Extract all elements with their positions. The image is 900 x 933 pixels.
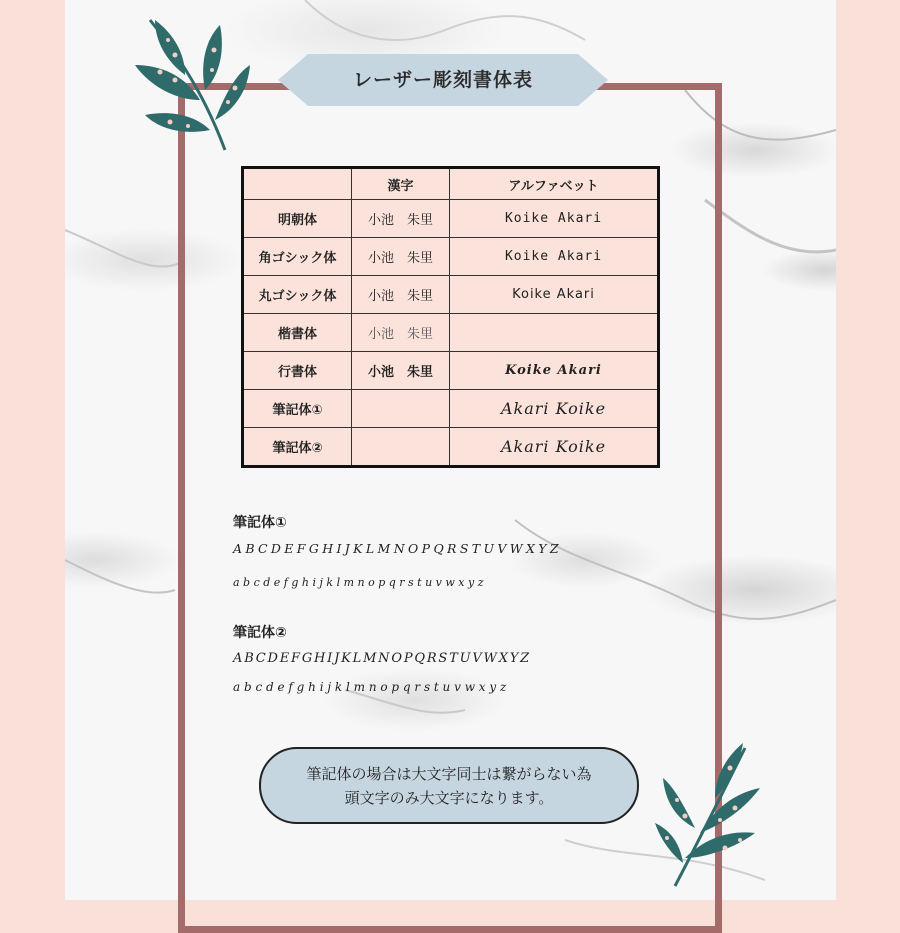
table-row xyxy=(243,428,659,467)
alpha-sample: Koike Akari xyxy=(450,200,659,238)
header-cell-corner xyxy=(243,168,352,200)
sample-uppercase: ABCDEFGHIJKLMNOPQRSTUVWXYZ xyxy=(233,651,531,666)
kanji-sample: 小池 朱里 xyxy=(352,238,450,276)
kanji-sample xyxy=(352,390,450,428)
font-name: 行書体 xyxy=(243,352,352,390)
alpha-sample: Akari Koike xyxy=(450,390,659,428)
font-name: 角ゴシック体 xyxy=(243,238,352,276)
font-name: 筆記体② xyxy=(243,428,352,467)
header-cell-kanji: 漢字 xyxy=(352,168,450,200)
alpha-sample: Koike Akari xyxy=(450,352,659,390)
font-table xyxy=(241,166,660,468)
table-header-row xyxy=(243,168,659,200)
note-line: 頭文字のみ大文字になります。 xyxy=(344,789,554,807)
sample-lowercase: a b c d e f g h i j k l m n o p q r s t u v w x y z xyxy=(233,576,484,589)
font-name: 楷書体 xyxy=(243,314,352,352)
header-cell-alphabet: アルファベット xyxy=(450,168,659,200)
kanji-sample: 小池 朱里 xyxy=(352,200,450,238)
table-row xyxy=(243,390,659,428)
note-line: 筆記体の場合は大文字同士は繋がらない為 xyxy=(306,765,592,783)
alpha-sample: Koike Akari xyxy=(450,238,659,276)
alpha-sample xyxy=(450,314,659,352)
table-row xyxy=(243,314,659,352)
alpha-sample: Akari Koike xyxy=(450,428,659,467)
leaf-decoration-bottom-icon xyxy=(655,738,765,888)
font-name: 筆記体① xyxy=(243,390,352,428)
note-box xyxy=(259,747,639,824)
kanji-sample: 小池 朱里 xyxy=(352,314,450,352)
font-name: 明朝体 xyxy=(243,200,352,238)
sample-heading: 筆記体① xyxy=(233,515,287,531)
page-title: レーザー彫刻書体表 xyxy=(352,69,533,91)
title-banner xyxy=(278,54,608,106)
font-name: 丸ゴシック体 xyxy=(243,276,352,314)
table-row xyxy=(243,352,659,390)
alpha-sample: Koike Akari xyxy=(450,276,659,314)
table-row xyxy=(243,238,659,276)
sample-lowercase: a b c d e f g h i j k l m n o p q r s t u v w x y z xyxy=(233,680,507,694)
kanji-sample: 小池 朱里 xyxy=(352,352,450,390)
sample-uppercase: A B C D E F G H I J K L M N O P Q R S T U V W X Y Z xyxy=(233,541,559,556)
table-row xyxy=(243,276,659,314)
kanji-sample: 小池 朱里 xyxy=(352,276,450,314)
leaf-decoration-top-icon xyxy=(130,10,250,155)
sample-heading: 筆記体② xyxy=(233,625,287,641)
table-row xyxy=(243,200,659,238)
kanji-sample xyxy=(352,428,450,467)
